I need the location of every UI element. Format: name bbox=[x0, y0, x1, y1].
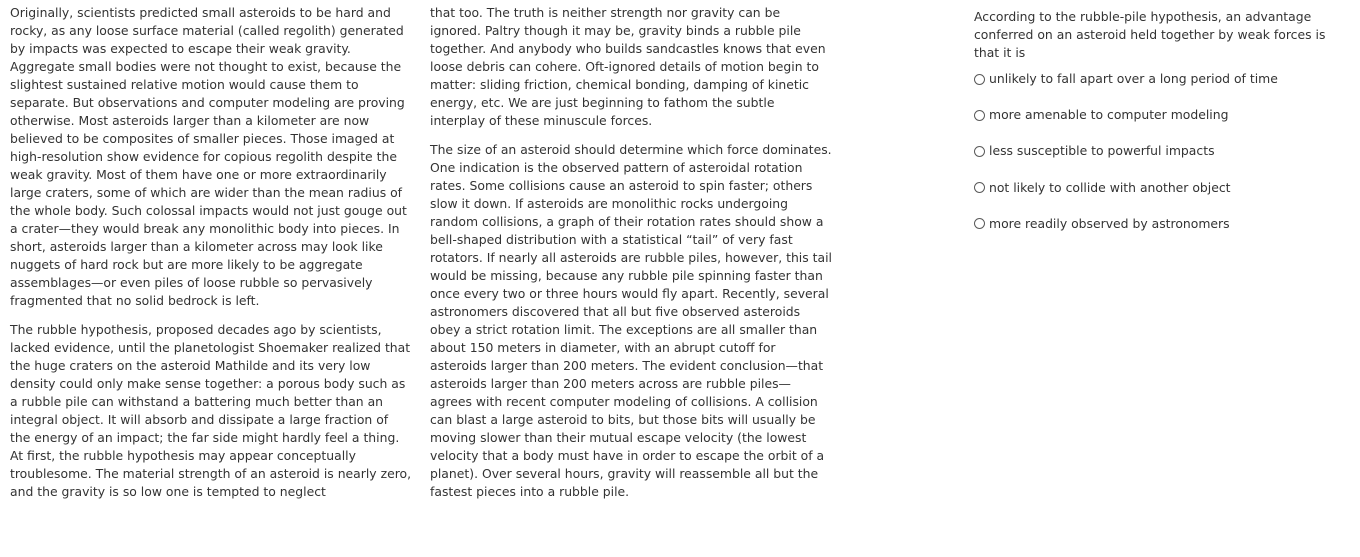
answer-choice-label[interactable]: more amenable to computer modeling bbox=[989, 107, 1229, 123]
passage-column-2 bbox=[430, 4, 832, 512]
radio-button-icon[interactable] bbox=[974, 146, 985, 157]
passage-paragraph: Originally, scientists predicted small asteroids to be hard and rocky, as any loose surface material (called regolith) generated by impacts was expected to escape their weak gravity. Aggregate small bodies were not thought to exist, because the slightest sustained relative motion would cause them to separate. But observations and computer modeling are proving otherwise. Most asteroids larger than a kilometer are now believed to be composites of smaller pieces. Those imaged at high-resolution show evidence for copious regolith despite the weak gravity. Most of them have one or more extraordinarily large craters, some of which are wider than the mean radius of the whole body. Such colossal impacts would not just gouge out a crater—they would break any monolithic body into pieces. In short, asteroids larger than a kilometer across may look like nuggets of hard rock but are more likely to be aggregate assemblages—or even piles of loose rubble so pervasively fragmented that no solid bedrock is left. bbox=[10, 5, 407, 308]
passage-column-1 bbox=[10, 4, 412, 512]
passage-paragraph: The size of an asteroid should determine which force dominates. One indication is the observed pattern of asteroidal rotation rates. Some collisions cause an asteroid to spin faster; others slow it down. If asteroids are monolithic rocks undergoing random collisions, a graph of their rotation rates should show a bell-shaped distribution with a statistical “tail” of very fast rotators. If nearly all asteroids are rubble piles, however, this tail would be missing, because any rubble pile spinning faster than once every two or three hours would fly apart. Recently, several astronomers discovered that all but five observed asteroids obey a strict rotation limit. The exceptions are all smaller than about 150 meters in diameter, with an abrupt cutoff for asteroids larger than 200 meters. The evident conclusion—that asteroids larger than 200 meters across are rubble piles—agrees with recent computer modeling of collisions. A collision can blast a large asteroid to bits, but those bits will usually be moving slower than their mutual escape velocity (the lowest velocity that a body must have in order to escape the orbit of a planet). Over several hours, gravity will reassemble all but the fastest pieces into a rubble pile. bbox=[430, 142, 832, 499]
answer-choice-label[interactable]: not likely to collide with another object bbox=[989, 179, 1231, 195]
answer-choice-e[interactable] bbox=[974, 215, 1334, 233]
radio-button-icon[interactable] bbox=[974, 182, 985, 193]
radio-button-icon[interactable] bbox=[974, 110, 985, 121]
answer-choice-d[interactable] bbox=[974, 179, 1334, 197]
answer-choice-label[interactable]: unlikely to fall apart over a long period of time bbox=[989, 71, 1278, 86]
question-stem: According to the rubble-pile hypothesis, an advantage conferred on an asteroid held together by weak forces is that it is bbox=[974, 9, 1326, 60]
radio-button-icon[interactable] bbox=[974, 218, 985, 229]
answer-choice-b[interactable] bbox=[974, 106, 1334, 124]
answer-choice-label[interactable]: more readily observed by astronomers bbox=[989, 215, 1230, 231]
answer-choice-label[interactable]: less susceptible to powerful impacts bbox=[989, 143, 1215, 159]
passage-paragraph: The rubble hypothesis, proposed decades ago by scientists, lacked evidence, until the planetologist Shoemaker realized that the huge craters on the asteroid Mathilde and its very low density could only make sense together: a porous body such as a rubble pile can withstand a battering much better than an integral object. It will absorb and dissipate a large fraction of the energy of an impact; the far side might hardly feel a thing. At first, the rubble hypothesis may appear conceptually troublesome. The material strength of an asteroid is nearly zero, and the gravity is so low one is tempted to neglect bbox=[10, 322, 412, 499]
question-panel bbox=[974, 8, 1334, 251]
answer-choice-c[interactable] bbox=[974, 142, 1334, 160]
passage-paragraph: that too. The truth is neither strength nor gravity can be ignored. Paltry though it may be, gravity binds a rubble pile together. And anybody who builds sandcastles knows that even loose debris can cohere. Oft-ignored details of motion begin to matter: sliding friction, chemical bonding, damping of kinetic energy, etc. We are just beginning to fathom the subtle interplay of these minuscule forces. bbox=[430, 5, 826, 128]
radio-button-icon[interactable] bbox=[974, 74, 985, 85]
answer-choice-a[interactable] bbox=[974, 70, 1334, 88]
